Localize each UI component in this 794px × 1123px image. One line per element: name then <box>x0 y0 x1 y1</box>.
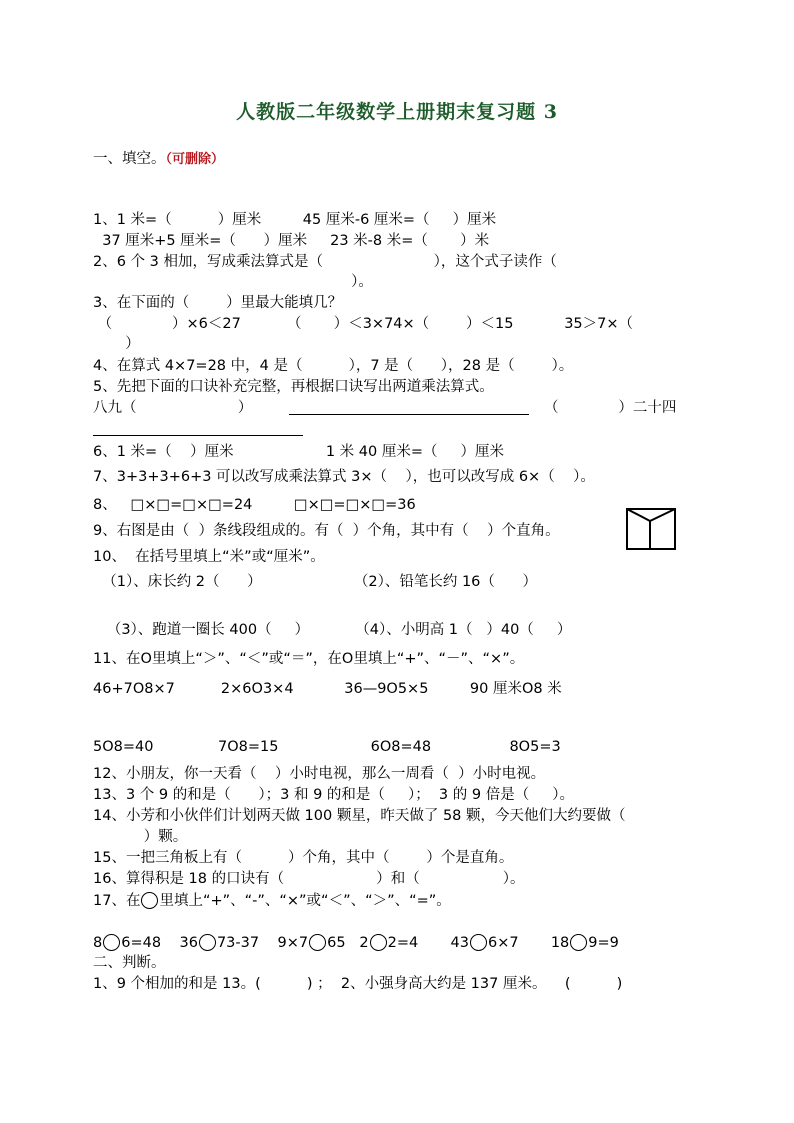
question-17-line-a <box>93 892 451 910</box>
q17-item-text: 65 2 <box>327 935 369 951</box>
section-judge-heading: 二、判断。 <box>93 955 166 971</box>
question-15: 15、一把三角板上有（ ）个角，其中（ ）个是直角。 <box>93 850 514 866</box>
question-3-line-b: （ ）×6＜27 （ ）＜3×74×（ ）＜15 35＞7×（ <box>93 316 634 332</box>
answer-line-1[interactable] <box>289 414 529 415</box>
q17-item-text: 73-37 9×7 <box>216 935 309 951</box>
question-6: 6、1 米=（ ）厘米 1 米 40 厘米=（ ）厘米 <box>93 444 505 460</box>
question-9: 9、右图是由（ ）条线段组成的。有（ ）个角，其中有（ ）个直角。 <box>93 523 560 539</box>
circle-blank-icon[interactable] <box>199 934 216 951</box>
page-title: 人教版二年级数学上册期末复习题 3 <box>236 101 558 123</box>
q17-item-text: 9=9 <box>588 935 619 951</box>
circle-blank-icon[interactable] <box>470 934 487 951</box>
question-10-line-a: 10、 在括号里填上“米”或“厘米”。 <box>93 549 325 565</box>
question-5-line-a: 5、先把下面的口诀补充完整，再根据口诀写出两道乘法算式。 <box>93 379 494 395</box>
section-heading-text: 一、填空。 <box>93 151 166 167</box>
circle-blank-icon[interactable] <box>309 934 326 951</box>
question-1-line-b: 37 厘米+5 厘米=（ ）厘米 23 米-8 米=（ ）米 <box>93 233 490 249</box>
question-2-line-b: ）。 <box>93 274 373 290</box>
circle-blank-icon[interactable] <box>370 934 387 951</box>
question-17-items <box>93 934 619 952</box>
circle-blank-icon[interactable] <box>103 934 120 951</box>
circle-blank-icon <box>141 892 158 909</box>
question-13: 13、3 个 9 的和是（ ）；3 和 9 的和是（ ）； 3 的 9 倍是（ ）。 <box>93 787 574 803</box>
question-1-line-a: 1、1 米=（ ）厘米 45 厘米-6 厘米=（ ）厘米 <box>93 212 497 228</box>
question-3-line-c: ） <box>93 336 140 352</box>
question-10-line-b: （1）、床长约 2（ ） （2）、铅笔长约 16（ ） <box>93 574 538 590</box>
question-16: 16、算得积是 18 的口诀有（ ）和（ ）。 <box>93 871 525 887</box>
question-12: 12、小朋友，你一天看（ ）小时电视，那么一周看（ ）小时电视。 <box>93 766 546 782</box>
section-fill-blanks-heading <box>93 151 224 168</box>
q17-prefix: 17、在 <box>93 893 141 909</box>
q17-item-text: 6=48 36 <box>121 935 198 951</box>
question-14-line-b: ）颗。 <box>93 829 188 845</box>
question-14-line-a: 14、小芳和小伙伴们计划两天做 100 颗星，昨天做了 58 颗，今天他们大约要做（ <box>93 808 626 824</box>
question-10-line-c: （3）、跑道一圈长 400（ ） （4）、小明高 1（ ）40（ ） <box>93 622 572 638</box>
q17-item-text: 8 <box>93 935 103 951</box>
q17-item-text: 6×7 18 <box>487 935 570 951</box>
question-7: 7、3+3+3+6+3 可以改写成乘法算式 3×（ ），也可以改写成 6×（ ）。 <box>93 469 595 485</box>
question-11-line-b: 46+7O8×7 2×6O3×4 36—9O5×5 90 厘米O8 米 <box>93 681 562 697</box>
answer-line-2[interactable] <box>93 435 303 436</box>
q17-item-text: 2=4 43 <box>387 935 469 951</box>
circle-blank-icon[interactable] <box>570 934 587 951</box>
question-4: 4、在算式 4×7=28 中，4 是（ ），7 是（ ），28 是（ ）。 <box>93 358 574 374</box>
question-5-left: 八九（ ） <box>93 400 253 416</box>
q17-suffix: 里填上“+”、“-”、“×”或“＜”、“＞”、“=”。 <box>159 893 451 909</box>
question-11-line-c: 5O8=40 7O8=15 6O8=48 8O5=3 <box>93 739 561 755</box>
question-8: 8、 □×□=□×□=24 □×□=□×□=36 <box>93 497 416 513</box>
question-3-line-a: 3、在下面的（ ）里最大能填几？ <box>93 295 343 311</box>
deletable-note: （可删除） <box>165 152 225 167</box>
question-2-line-a: 2、6 个 3 相加，写成乘法算式是（ ），这个式子读作（ <box>93 254 557 270</box>
question-5-right: （ ）二十四 <box>544 400 677 416</box>
segment-figure <box>626 508 676 550</box>
question-11-line-a: 11、在O里填上“＞”、“＜”或“＝”，在O里填上“+”、“－”、“×”。 <box>93 651 525 667</box>
judge-1: 1、9 个相加的和是 13。( ) ； 2、小强身高大约是 137 厘米。 ( ) <box>93 976 623 992</box>
